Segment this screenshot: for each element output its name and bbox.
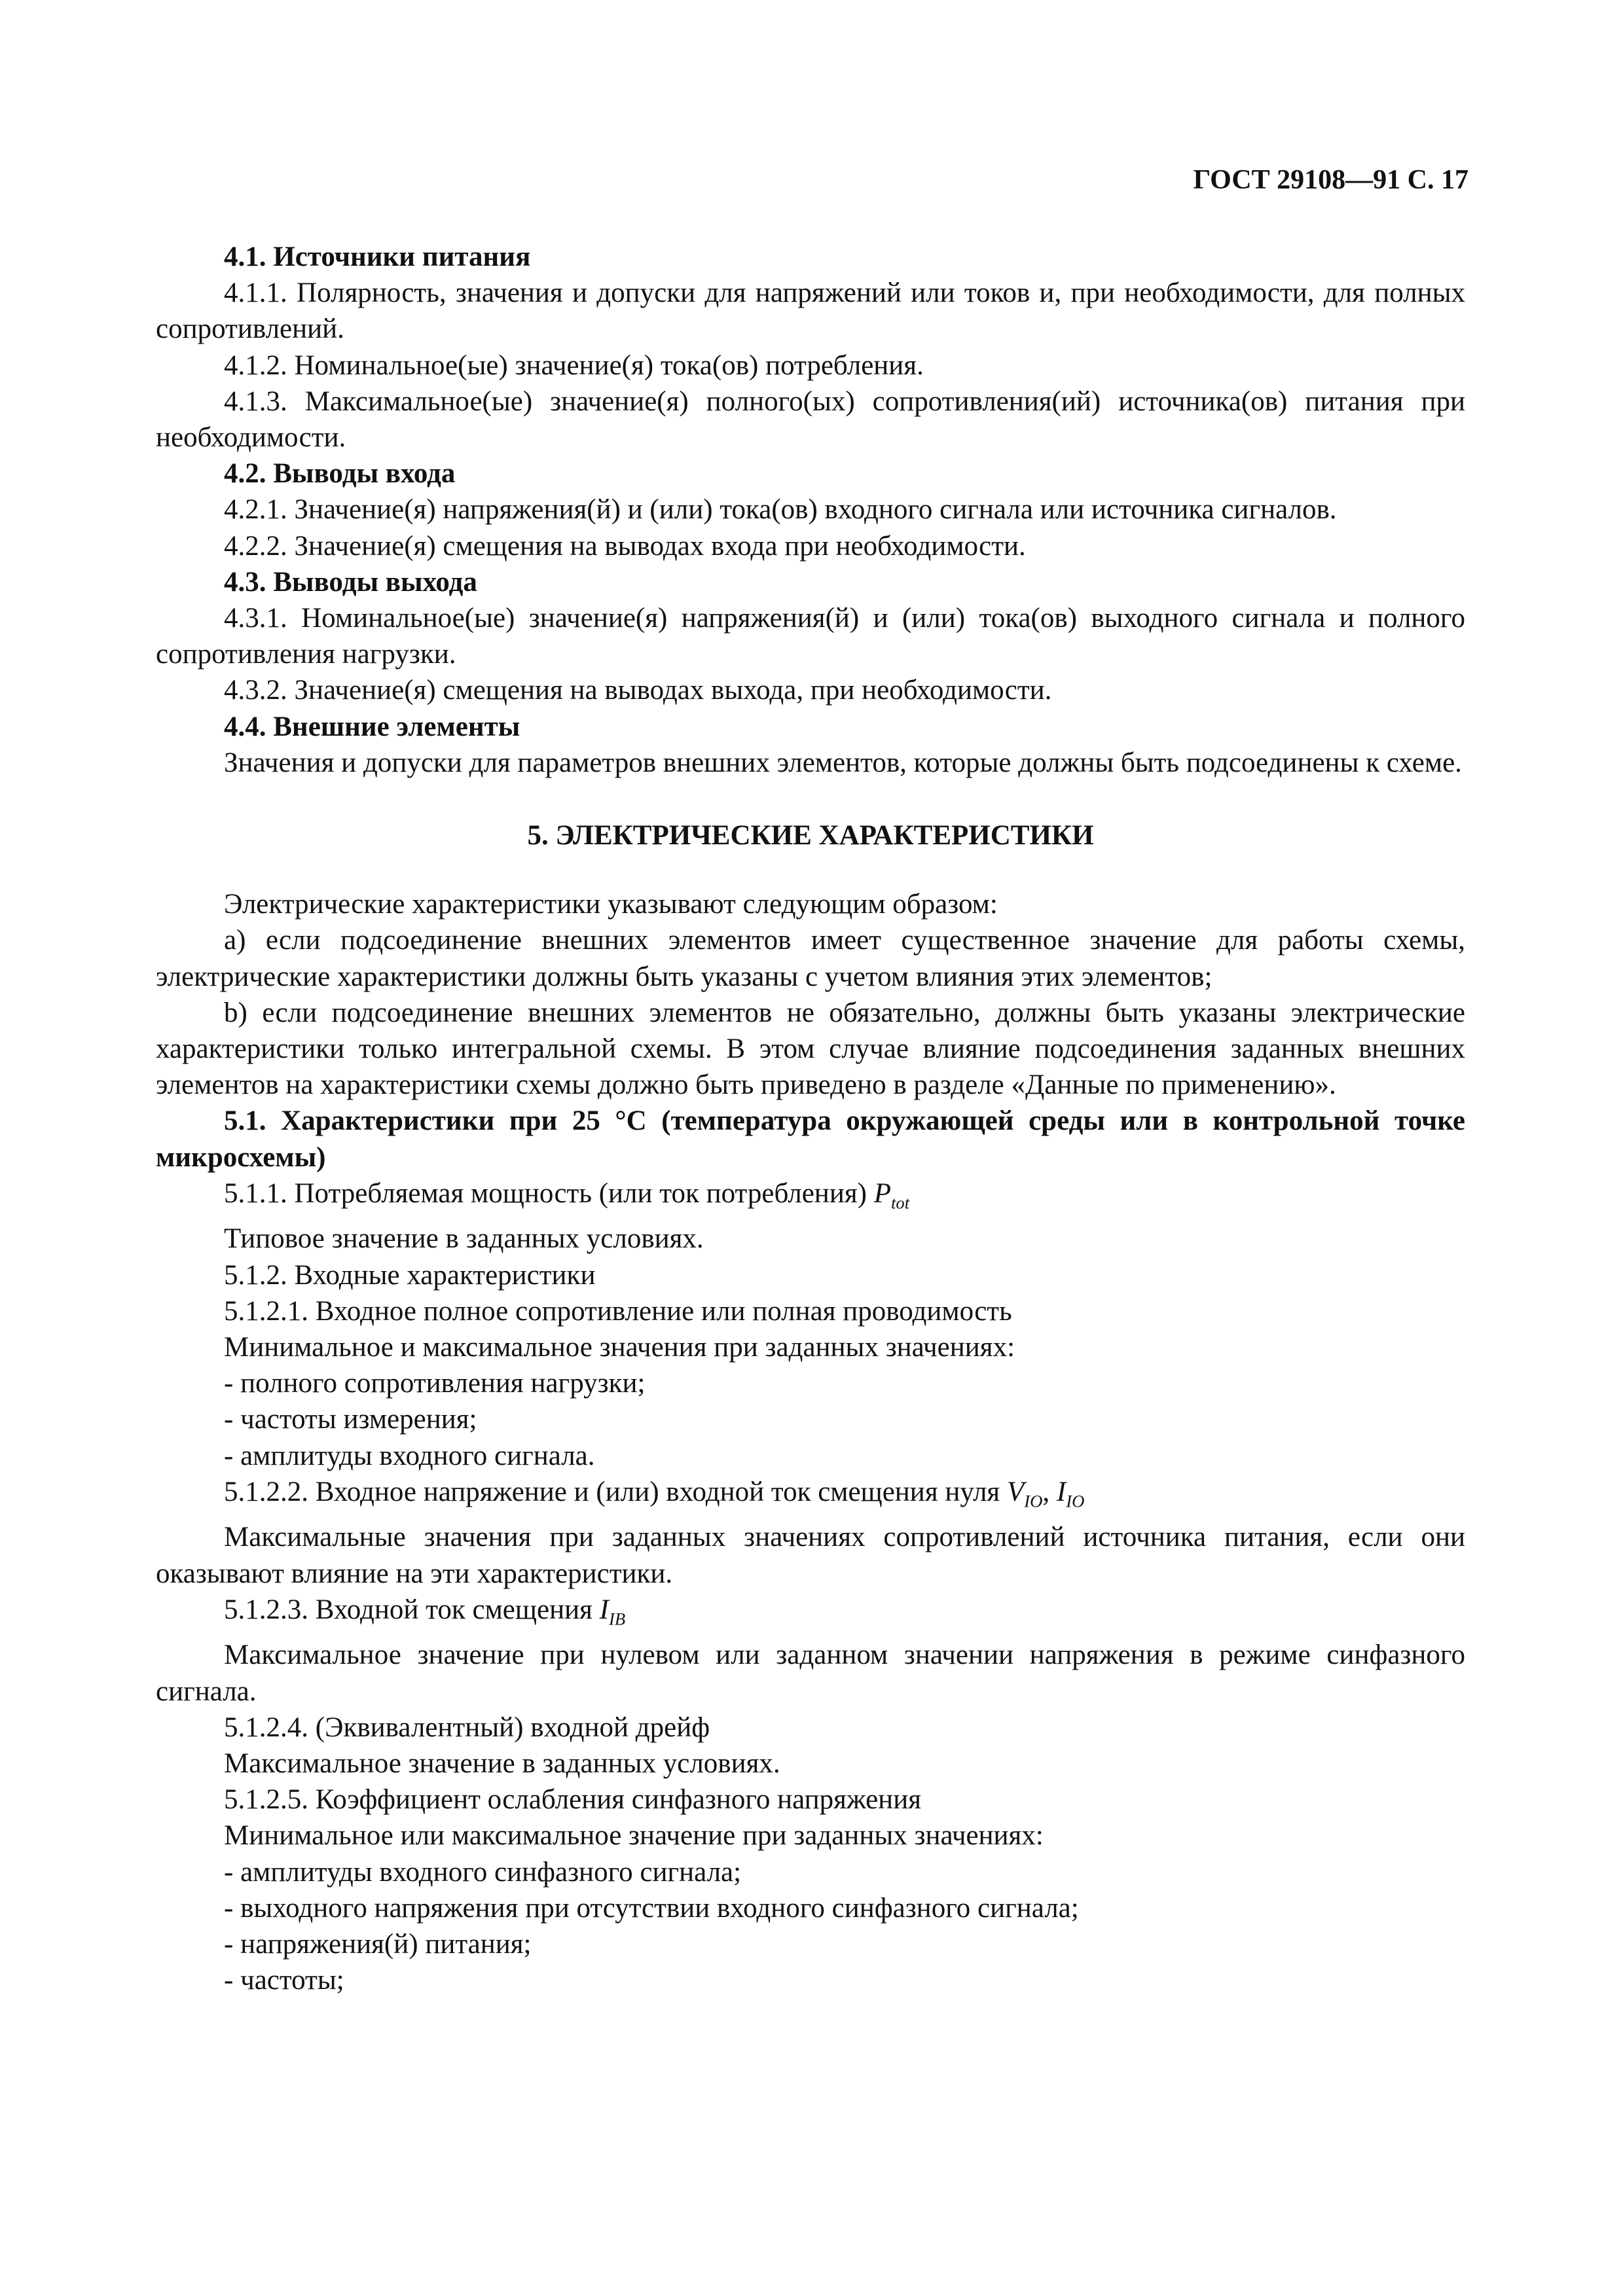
symbol-subscript: IO — [1066, 1491, 1085, 1511]
symbol: V — [1006, 1476, 1025, 1507]
symbol: I — [599, 1594, 609, 1625]
paragraph-text: 5.1.2.3. Входной ток смещения — [224, 1594, 600, 1625]
symbol-subscript: IB — [608, 1609, 626, 1629]
list-item: - амплитуды входного синфазного сигнала; — [224, 1856, 742, 1888]
paragraph: Типовое значение в заданных условиях. — [224, 1223, 704, 1255]
list-item: - напряжения(й) питания; — [224, 1928, 532, 1960]
paragraph: 5.1.2.5. Коэффициент ослабления синфазного напряжения — [224, 1784, 921, 1816]
list-item: - частоты; — [224, 1965, 344, 1996]
symbol: P — [873, 1177, 891, 1209]
list-item: - полного сопротивления нагрузки; — [224, 1368, 646, 1399]
paragraph-with-symbol — [156, 1175, 1465, 1221]
paragraph: 4.1.3. Максимальное(ые) значение(я) полного(ых) сопротивления(ий) источника(ов) питания при необходимости. — [156, 386, 1465, 454]
symbol-separator: , — [1042, 1476, 1057, 1507]
document-body — [156, 239, 1465, 1998]
heading-4-4: 4.4. Внешние элементы — [224, 711, 520, 742]
paragraph: Максимальное значение в заданных условиях. — [224, 1748, 780, 1779]
page-header: ГОСТ 29108—91 С. 17 — [1193, 165, 1468, 195]
paragraph-text: 5.1.1. Потребляемая мощность (или ток потребления) — [224, 1177, 874, 1209]
heading-4-2: 4.2. Выводы входа — [224, 458, 456, 490]
paragraph: 4.3.2. Значение(я) смещения на выводах выхода, при необходимости. — [224, 675, 1052, 706]
symbol-subscript: IO — [1024, 1491, 1043, 1511]
symbol-subscript: tot — [890, 1193, 910, 1213]
paragraph: Максимальное значение при нулевом или заданном значении напряжения в режиме синфазного сигнала. — [156, 1640, 1465, 1707]
paragraph: 4.2.1. Значение(я) напряжения(й) и (или) тока(ов) входного сигнала или источника сигналов. — [224, 494, 1337, 526]
paragraph: 5.1.2. Входные характеристики — [224, 1259, 596, 1291]
paragraph: Значения и допуски для параметров внешних элементов, которые должны быть подсоединены к схеме. — [224, 747, 1462, 778]
paragraph: Электрические характеристики указывают следующим образом: — [224, 889, 998, 920]
paragraph: 4.1.2. Номинальное(ые) значение(я) тока(ов) потребления. — [224, 350, 924, 381]
paragraph: Минимальное и максимальное значения при заданных значениях: — [224, 1332, 1015, 1363]
paragraph: 4.2.2. Значение(я) смещения на выводах входа при необходимости. — [224, 530, 1026, 562]
paragraph: 4.1.1. Полярность, значения и допуски для напряжений или токов и, при необходимости, для полных сопротивлений. — [156, 278, 1465, 345]
paragraph-text: 5.1.2.2. Входное напряжение и (или) входной ток смещения нуля — [224, 1476, 1007, 1507]
paragraph: b) если подсоединение внешних элементов не обязательно, должны быть указаны электрические характеристики только интегральной схемы. В этом случае влияние подсоединения заданных внешних элементов на характеристики схемы должно быть приведено в разделе «Данные по применению». — [156, 997, 1465, 1101]
heading-5-1: 5.1. Характеристики при 25 °С (температура окружающей среды или в контрольной точке микросхемы) — [156, 1105, 1465, 1173]
symbol: I — [1056, 1476, 1067, 1507]
heading-4-3: 4.3. Выводы выхода — [224, 566, 477, 598]
paragraph: a) если подсоединение внешних элементов имеет существенное значение для работы схемы, электрические характеристики должны быть указаны с учетом влияния этих элементов; — [156, 925, 1465, 992]
paragraph-with-symbol — [156, 1474, 1465, 1520]
list-item: - выходного напряжения при отсутствии входного синфазного сигнала; — [224, 1892, 1079, 1924]
paragraph: 5.1.2.4. (Эквивалентный) входной дрейф — [224, 1712, 710, 1743]
paragraph-with-symbol — [156, 1592, 1465, 1638]
paragraph: Минимальное или максимальное значение при заданных значениях: — [224, 1820, 1044, 1852]
paragraph: Максимальные значения при заданных значениях сопротивлений источника питания, если они оказывают влияние на эти характеристики. — [156, 1522, 1465, 1589]
paragraph: 4.3.1. Номинальное(ые) значение(я) напряжения(й) и (или) тока(ов) выходного сигнала и полного сопротивления нагрузки. — [156, 603, 1465, 670]
list-item: - амплитуды входного сигнала. — [224, 1440, 595, 1471]
section-title: 5. ЭЛЕКТРИЧЕСКИЕ ХАРАКТЕРИСТИКИ — [527, 820, 1094, 852]
list-item: - частоты измерения; — [224, 1404, 477, 1435]
paragraph: 5.1.2.1. Входное полное сопротивление или полная проводимость — [224, 1295, 1012, 1327]
heading-4-1: 4.1. Источники питания — [224, 242, 531, 272]
